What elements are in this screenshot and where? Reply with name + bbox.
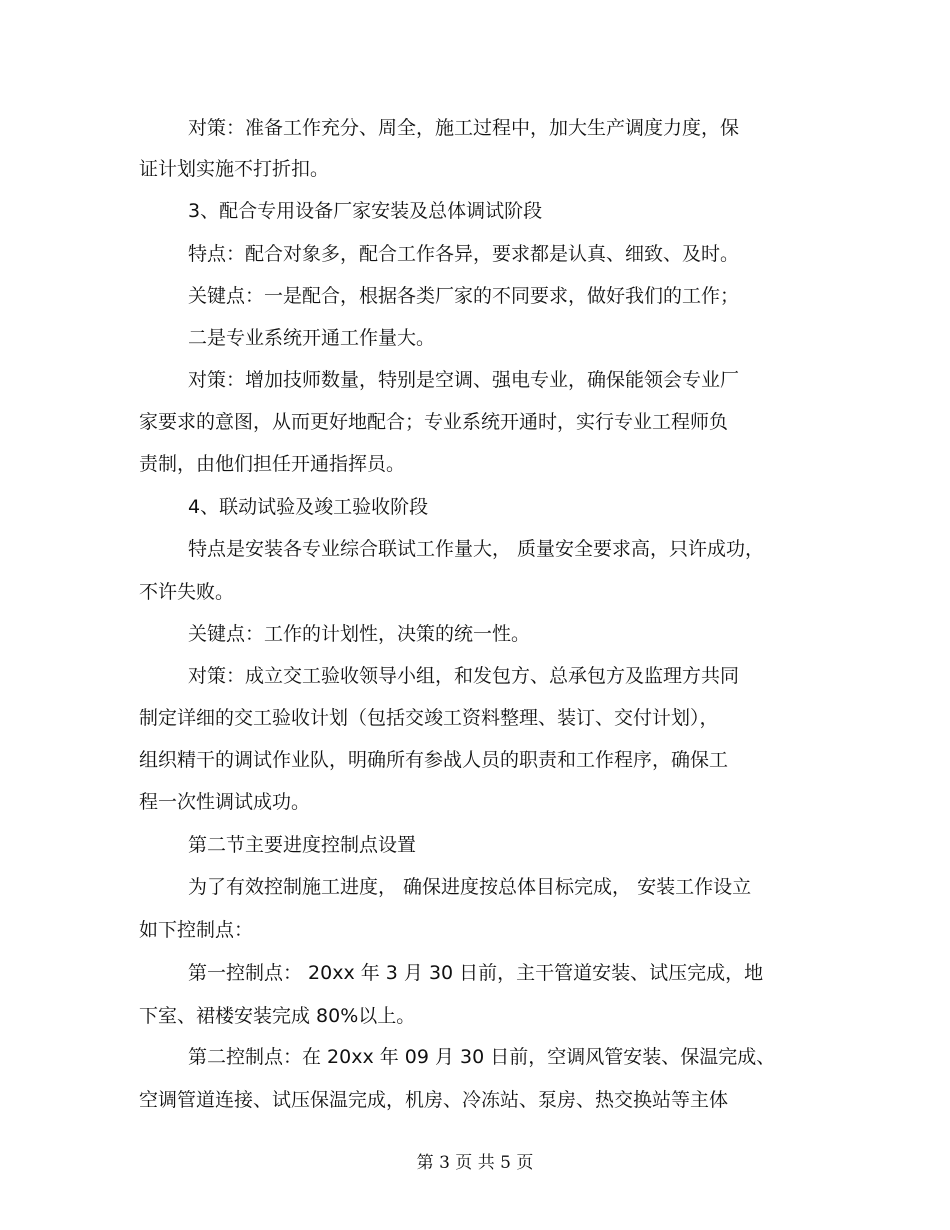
paragraph-line: 为了有效控制施工进度， 确保进度按总体目标完成， 安装工作设立 — [188, 876, 752, 898]
paragraph-line: 对策：成立交工验收领导小组，和发包方、总承包方及监理方共同 — [188, 665, 740, 687]
paragraph-line: 关键点：一是配合，根据各类厂家的不同要求，做好我们的工作； — [188, 285, 740, 307]
paragraph-line: 对策：增加技师数量，特别是空调、强电专业，确保能领会专业厂 — [188, 369, 740, 391]
paragraph-line: 下室、裙楼安装完成 80%以上。 — [139, 1005, 416, 1027]
paragraph-line: 特点是安装各专业综合联试工作量大， 质量安全要求高，只许成功， — [188, 538, 765, 560]
paragraph-line: 第二控制点：在 20xx 年 09 月 30 日前，空调风管安装、保温完成、 — [188, 1046, 776, 1068]
paragraph-line: 不许失败。 — [139, 581, 235, 603]
paragraph-line: 特点：配合对象多，配合工作各异，要求都是认真、细致、及时。 — [188, 243, 740, 265]
paragraph-line: 制定详细的交工验收计划（包括交竣工资料整理、装订、交付计划）， — [139, 707, 719, 729]
section-heading: 第二节主要进度控制点设置 — [188, 834, 417, 856]
paragraph-line: 关键点：工作的计划性，决策的统一性。 — [188, 623, 531, 645]
paragraph-line: 责制，由他们担任开通指挥员。 — [139, 453, 406, 475]
paragraph-line: 如下控制点： — [139, 919, 254, 941]
paragraph-line: 组织精干的调试作业队，明确所有参战人员的职责和工作程序，确保工 — [139, 749, 729, 771]
page-footer: 第 3 页 共 5 页 — [416, 1153, 534, 1173]
paragraph-line: 证计划实施不打折扣。 — [139, 158, 330, 180]
section-heading: 4、联动试验及竣工验收阶段 — [188, 496, 429, 518]
paragraph-line: 第一控制点： 20xx 年 3 月 30 日前，主干管道安装、试压完成，地 — [188, 962, 764, 984]
section-heading: 3、配合专用设备厂家安装及总体调试阶段 — [188, 200, 543, 222]
paragraph-line: 程一次性调试成功。 — [139, 791, 311, 813]
paragraph-line: 对策：准备工作充分、周全，施工过程中，加大生产调度力度，保 — [188, 117, 740, 139]
paragraph-line: 家要求的意图，从而更好地配合；专业系统开通时，实行专业工程师负 — [139, 411, 729, 433]
paragraph-line: 二是专业系统开通工作量大。 — [188, 327, 436, 349]
paragraph-line: 空调管道连接、试压保温完成，机房、冷冻站、泵房、热交换站等主体 — [139, 1089, 729, 1111]
